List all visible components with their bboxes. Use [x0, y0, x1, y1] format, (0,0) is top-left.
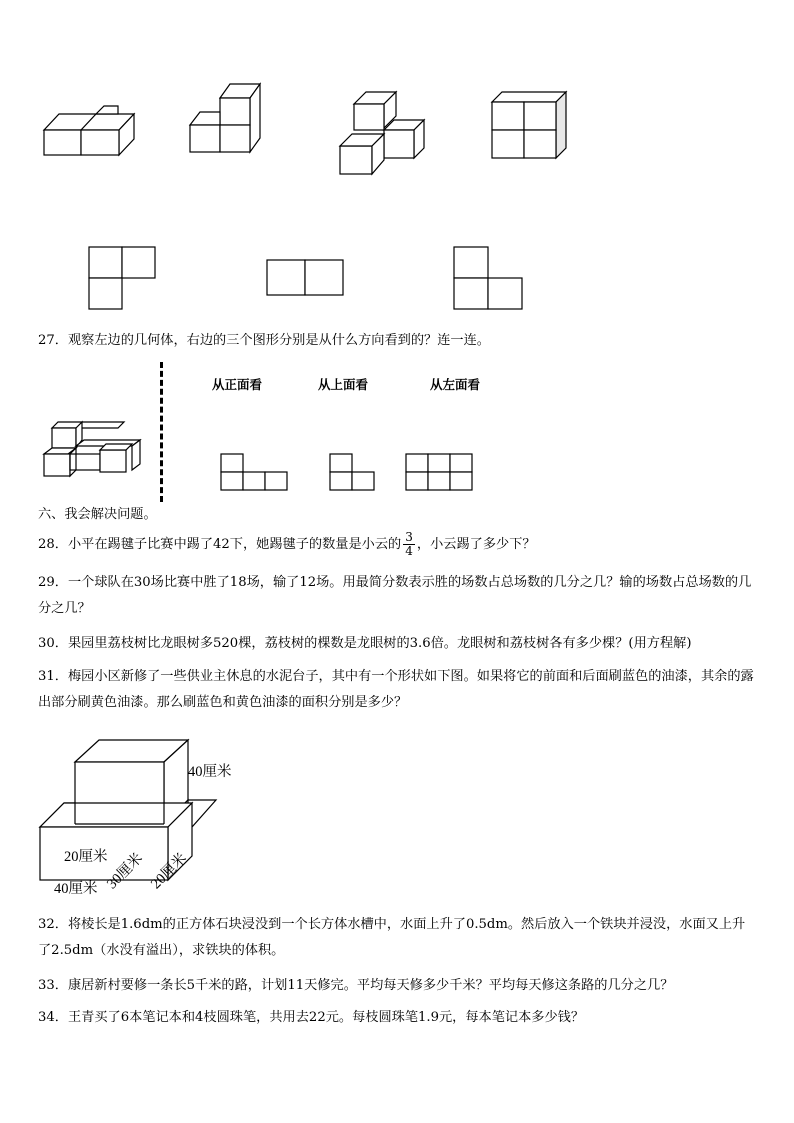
question-29: 29．一个球队在30场比赛中胜了18场，输了12场。用最简分数表示胜的场数占总场数的几分之几？输的场数占总场数的几分之几？ — [38, 575, 752, 616]
question-34: 34．王青买了6本笔记本和4枝圆珠笔，共用去22元。每枝圆珠笔1.9元，每本笔记本多少钱？ — [38, 1010, 585, 1025]
question-33: 33．康居新村要修一条长5千米的路，计划11天修完。平均每天修多少千米？平均每天修这条路的几分之几？ — [38, 978, 674, 993]
question-31: 31．梅园小区新修了一些供业主休息的水泥台子，其中有一个形状如下图。如果将它的前面和后面刷蓝色的油漆，其余的露出部分刷黄色油漆。那么刷蓝色和黄色油漆的面积分别是多少？ — [38, 669, 754, 710]
question-28 — [38, 530, 536, 560]
q27-view-b — [329, 453, 379, 493]
q28-fraction-denominator: 4 — [405, 544, 413, 558]
solid-figure-3 — [338, 90, 438, 180]
view-shape-1 — [88, 246, 158, 311]
q27-solid — [42, 420, 142, 475]
q27-view-a — [220, 453, 290, 493]
q28-text-before: 28．小平在踢毽子比赛中踢了42下，她踢毽子的数量是小云的 — [38, 537, 402, 552]
solid-figure-2 — [188, 82, 268, 157]
dim-front-height: 20厘米 — [64, 849, 108, 865]
view-label-top: 从上面看 — [318, 377, 369, 392]
q28-fraction — [403, 531, 415, 558]
q28-fraction-numerator: 3 — [405, 530, 413, 544]
question-27: 27．观察左边的几何体，右边的三个图形分别是从什么方向看到的？连一连。 — [38, 333, 490, 348]
dim-front-length: 40厘米 — [54, 881, 98, 897]
view-label-left: 从左面看 — [430, 377, 481, 392]
solid-figure-1 — [40, 100, 130, 160]
dim-depth-a: 30厘米 — [103, 850, 147, 893]
q28-text-after: ，小云踢了多少下？ — [416, 537, 536, 552]
dim-top-height: 40厘米 — [188, 764, 232, 780]
view-shape-2 — [266, 259, 346, 297]
dashed-divider — [160, 362, 163, 502]
question-32: 32．将棱长是1.6dm的正方体石块浸没到一个长方体水槽中，水面上升了0.5dm。然后放入一个铁块并浸没，水面又上升了2.5dm（水没有溢出），求铁块的体积。 — [38, 917, 746, 958]
solid-figure-4 — [490, 90, 570, 162]
view-shape-3 — [453, 246, 525, 312]
view-label-front: 从正面看 — [212, 377, 263, 392]
q27-view-c — [405, 453, 475, 493]
dim-depth-b: 20厘米 — [147, 850, 191, 893]
section-6-title: 六、我会解决问题。 — [38, 507, 157, 522]
question-30: 30．果园里荔枝树比龙眼树多520棵，荔枝树的棵数是龙眼树的3.6倍。龙眼树和荔枝树各有多少棵？(用方程解) — [38, 636, 692, 651]
